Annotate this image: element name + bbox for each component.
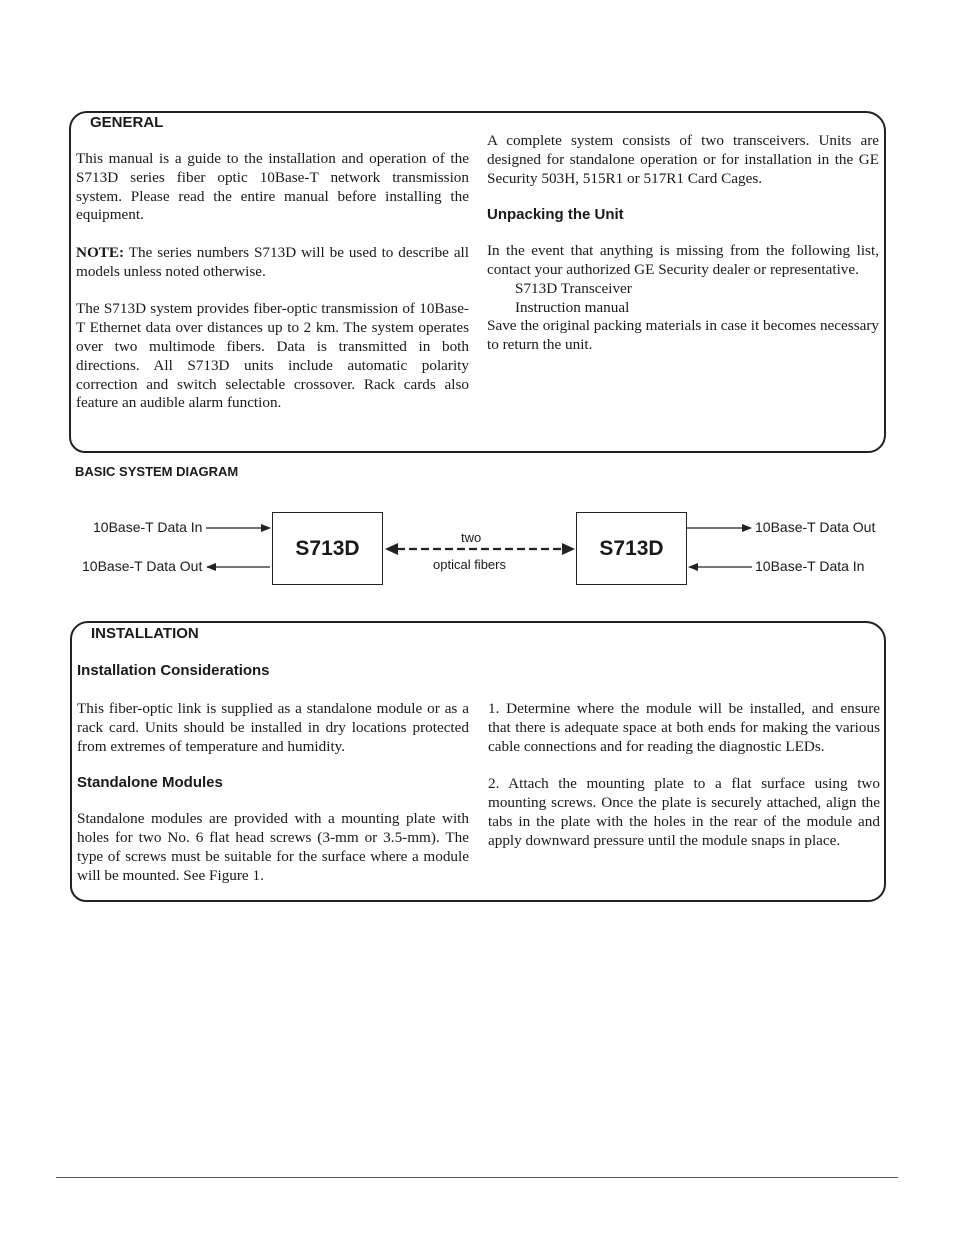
right-data-out-label: 10Base-T Data Out bbox=[755, 519, 876, 535]
installation-supply-paragraph: This fiber-optic link is supplied as a standalone module or as a rack card. Units should be installed in dry locations protected from extremes of temperature and humidity. bbox=[77, 700, 469, 755]
installation-step-2: 2. Attach the mounting plate to a flat surface using two mounting screws. Once the plate is securely attached, align the tabs in the plate with the holes in the rear of the module and apply downward pressure until the module snaps in place. bbox=[488, 775, 880, 849]
standalone-modules-paragraph: Standalone modules are provided with a mounting plate with holes for two No. 6 flat head screws (3-mm or 3.5-mm). The type of screws must be suitable for the surface where a module will be mounted. See Figure 1. bbox=[77, 810, 469, 884]
unpacking-heading: Unpacking the Unit bbox=[487, 206, 624, 224]
fiber-link-label-bottom: optical fibers bbox=[433, 557, 506, 572]
fiber-link-left-arrowhead bbox=[385, 543, 398, 555]
packing-list-item: S713D Transceiver bbox=[515, 279, 632, 297]
fiber-link-label-top: two bbox=[461, 530, 482, 545]
fiber-link-right-arrowhead bbox=[562, 543, 575, 555]
general-left-column bbox=[76, 150, 469, 413]
note-label: NOTE: bbox=[76, 243, 125, 261]
diagram-heading: BASIC SYSTEM DIAGRAM bbox=[75, 464, 239, 479]
installation-left-column bbox=[77, 700, 469, 885]
installation-considerations-heading: Installation Considerations bbox=[77, 662, 270, 679]
installation-title: INSTALLATION bbox=[91, 625, 199, 642]
installation-step-1: 1. Determine where the module will be installed, and ensure that there is adequate space at both ends for making the various cable connections and for reading the diagnostic LEDs. bbox=[488, 700, 880, 755]
packing-materials-paragraph: Save the original packing materials in case it becomes necessary to return the unit. bbox=[487, 317, 879, 354]
general-complete-system-paragraph: A complete system consists of two transceivers. Units are designed for standalone operation or for installation in the GE Security 503H, 515R1 or 517R1 Card Cages. bbox=[487, 132, 879, 187]
unpacking-paragraph: In the event that anything is missing from the following list, contact your authorized GE Security dealer or representative. bbox=[487, 242, 879, 278]
note-text: The series numbers S713D will be used to describe all models unless noted otherwise. bbox=[76, 243, 469, 280]
packing-list-item: Instruction manual bbox=[515, 298, 630, 316]
footer-rule bbox=[56, 1177, 898, 1178]
standalone-modules-heading: Standalone Modules bbox=[77, 774, 223, 792]
s713d-unit-right: S713D bbox=[576, 512, 687, 585]
right-data-in-label: 10Base-T Data In bbox=[755, 558, 865, 574]
general-system-paragraph: The S713D system provides fiber-optic transmission of 10Base-T Ethernet data over distances up to 2 km. The system operates over two multimode fibers. Data is transmitted in both directions. All S713D units include automatic polarity correction and switch selectable crossover. Rack cards also feature an audible alarm function. bbox=[76, 300, 469, 412]
left-data-out-label: 10Base-T Data Out bbox=[82, 558, 203, 574]
general-intro-paragraph: This manual is a guide to the installation and operation of the S713D series fiber optic 10Base-T network transmission system. Please read the entire manual before installing the equipment. bbox=[76, 150, 469, 224]
general-right-column bbox=[487, 132, 879, 355]
general-note-paragraph bbox=[76, 244, 469, 282]
s713d-unit-left: S713D bbox=[272, 512, 383, 585]
installation-right-column bbox=[488, 700, 880, 850]
general-title: GENERAL bbox=[90, 114, 164, 131]
left-data-in-label: 10Base-T Data In bbox=[93, 519, 203, 535]
